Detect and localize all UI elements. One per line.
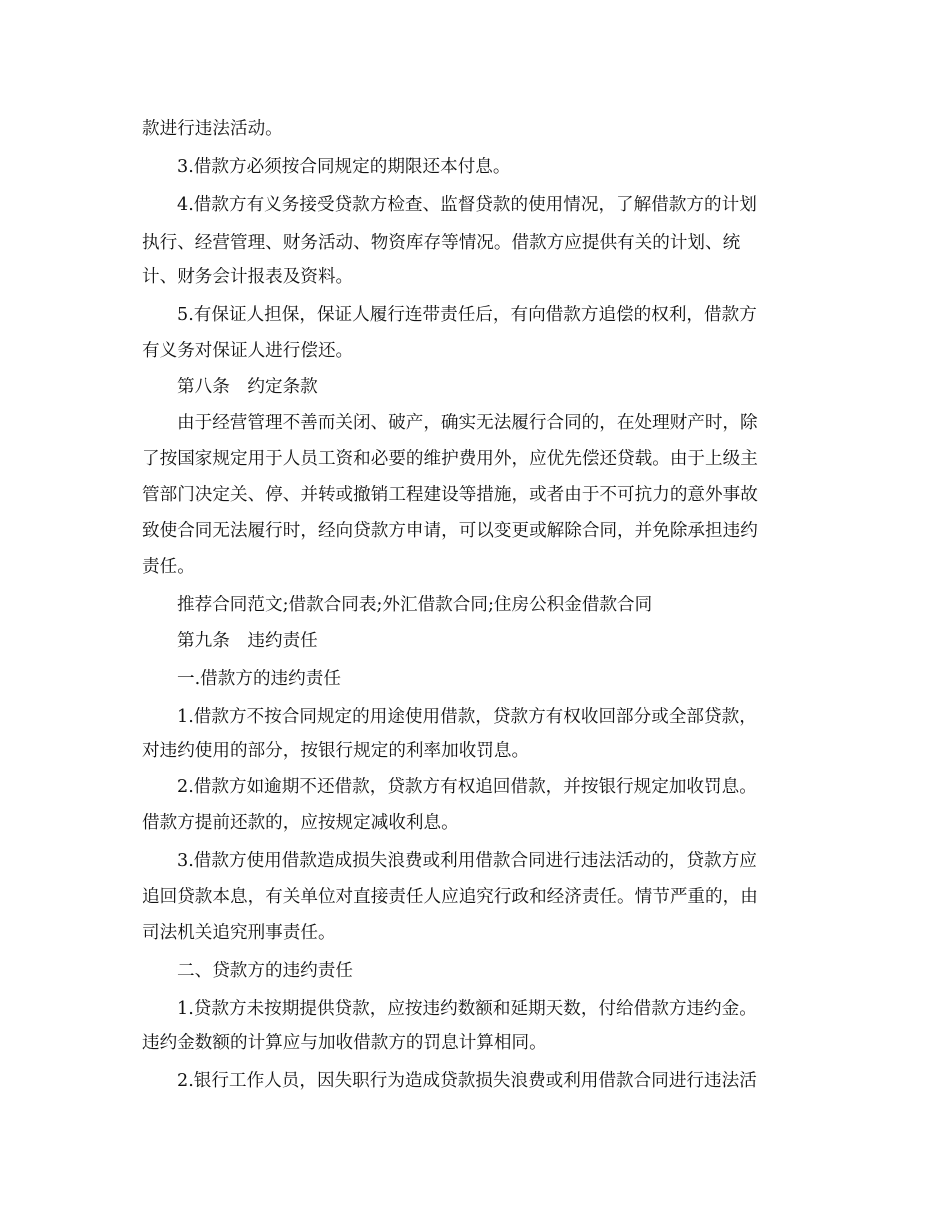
text-line: 借款方提前还款的，应按规定减收利息。 bbox=[142, 813, 459, 833]
text-line: 2.借款方如逾期不还借款，贷款方有权追回借款，并按银行规定加收罚息。 bbox=[177, 777, 757, 797]
text-line: 对违约使用的部分，按银行规定的利率加收罚息。 bbox=[142, 741, 530, 761]
text-line: 致使合同无法履行时，经向贷款方申请，可以变更或解除合同，并免除承担违约 bbox=[142, 521, 758, 541]
text-line: 1.贷款方未按期提供贷款，应按违约数额和延期天数，付给借款方违约金。 bbox=[177, 999, 757, 1019]
text-line: 1.借款方不按合同规定的用途使用借款，贷款方有权收回部分或全部贷款， bbox=[177, 707, 757, 727]
subsection-heading: 二、贷款方的违约责任 bbox=[177, 961, 353, 981]
text-line: 2.银行工作人员，因失职行为造成贷款损失浪费或利用借款合同进行违法活 bbox=[177, 1071, 757, 1091]
text-line: 由于经营管理不善而关闭、破产，确实无法履行合同的，在处理财产时，除 bbox=[177, 413, 758, 433]
text-line: 管部门决定关、停、并转或撤销工程建设等措施，或者由于不可抗力的意外事故 bbox=[142, 485, 758, 505]
section-heading: 第八条 约定条款 bbox=[177, 377, 318, 397]
text-line: 违约金数额的计算应与加收借款方的罚息计算相同。 bbox=[142, 1033, 547, 1053]
text-line: 司法机关追究刑事责任。 bbox=[142, 923, 336, 943]
text-line: 执行、经营管理、财务活动、物资库存等情况。借款方应提供有关的计划、统 bbox=[142, 233, 741, 253]
subsection-heading: 一.借款方的违约责任 bbox=[177, 669, 341, 689]
text-line: 推荐合同范文;借款合同表;外汇借款合同;住房公积金借款合同 bbox=[177, 595, 653, 615]
section-heading: 第九条 违约责任 bbox=[177, 631, 318, 651]
text-line: 有义务对保证人进行偿还。 bbox=[142, 341, 354, 361]
text-line: 计、财务会计报表及资料。 bbox=[142, 267, 354, 287]
text-line: 3.借款方必须按合同规定的期限还本付息。 bbox=[177, 157, 511, 177]
text-line: 4.借款方有义务接受贷款方检查、监督贷款的使用情况，了解借款方的计划 bbox=[177, 195, 757, 215]
text-line: 5.有保证人担保，保证人履行连带责任后，有向借款方追偿的权利，借款方 bbox=[177, 305, 757, 325]
text-line: 追回贷款本息，有关单位对直接责任人应追究行政和经济责任。情节严重的，由 bbox=[142, 887, 758, 907]
text-line: 责任。 bbox=[142, 557, 195, 577]
text-line: 了按国家规定用于人员工资和必要的维护费用外，应优先偿还贷载。由于上级主 bbox=[142, 449, 758, 469]
text-line: 3.借款方使用借款造成损失浪费或利用借款合同进行违法活动的，贷款方应 bbox=[177, 851, 757, 871]
text-line: 款进行违法活动。 bbox=[142, 119, 283, 139]
